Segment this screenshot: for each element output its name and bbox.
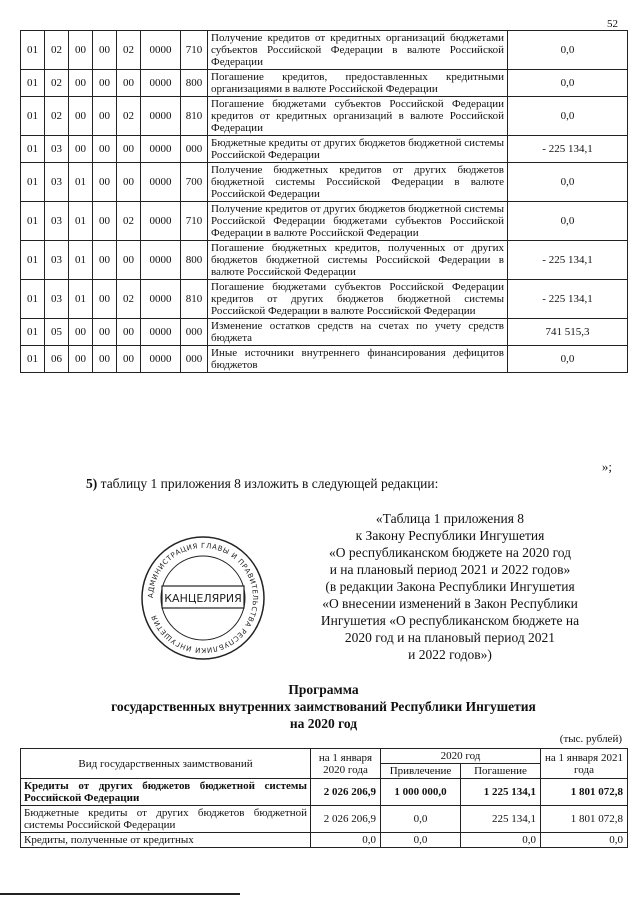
code-cell: 02 (45, 70, 69, 97)
description-cell: Погашение бюджетами субъектов Российской Федерации кредитов от других бюджетов бюджетной системы Российской Федерации в валюте Российской Федерации (208, 280, 508, 319)
footer-rule (0, 893, 240, 895)
code-cell: 710 (181, 31, 208, 70)
title-line: государственных внутренних заимствований Республики Ингушетия (111, 699, 536, 714)
code-cell: 01 (69, 163, 93, 202)
code-cell: 0000 (141, 31, 181, 70)
description-cell: Получение кредитов от кредитных организаций бюджетами субъектов Российской Федерации в валюте Российской Федерации (208, 31, 508, 70)
value-cell: 0,0 (508, 97, 628, 136)
header-line: «Таблица 1 приложения 8 (375, 511, 525, 526)
code-cell: 01 (21, 241, 45, 280)
value-cell: - 225 134,1 (508, 136, 628, 163)
code-cell: 01 (69, 241, 93, 280)
code-cell: 05 (45, 319, 69, 346)
code-cell: 700 (181, 163, 208, 202)
item-number: 5) (86, 476, 98, 491)
header-line: «О республиканском бюджете на 2020 год (328, 545, 572, 560)
code-cell: 00 (93, 241, 117, 280)
description-cell: Бюджетные кредиты от других бюджетов бюджетной системы Российской Федерации (208, 136, 508, 163)
amendment-item (86, 476, 438, 492)
table-row (21, 779, 628, 806)
code-cell: 00 (117, 319, 141, 346)
code-cell: 00 (93, 319, 117, 346)
code-cell: 01 (21, 31, 45, 70)
code-cell: 00 (93, 163, 117, 202)
jan2021-cell: 1 801 072,8 (541, 806, 628, 833)
code-cell: 0000 (141, 97, 181, 136)
code-cell: 02 (117, 202, 141, 241)
code-cell: 01 (69, 202, 93, 241)
code-cell: 000 (181, 136, 208, 163)
code-cell: 01 (21, 280, 45, 319)
table-header-block (280, 510, 620, 663)
table-row (21, 31, 628, 70)
table-row (21, 241, 628, 280)
code-cell: 00 (69, 319, 93, 346)
description-cell: Кредиты, полученные от кредитных (21, 833, 311, 848)
code-cell: 00 (117, 241, 141, 280)
table-row (21, 70, 628, 97)
code-cell: 0000 (141, 346, 181, 373)
code-cell: 710 (181, 202, 208, 241)
sources-table (20, 30, 628, 373)
header-line: к Закону Республики Ингушетия (355, 528, 545, 543)
description-cell: Получение бюджетных кредитов от других бюджетов бюджетной системы Российской Федерации в валюте Российской Федерации (208, 163, 508, 202)
table-row (21, 346, 628, 373)
code-cell: 00 (93, 136, 117, 163)
code-cell: 000 (181, 346, 208, 373)
code-cell: 00 (69, 31, 93, 70)
repayment-cell: 225 134,1 (461, 806, 541, 833)
code-cell: 00 (69, 346, 93, 373)
code-cell: 01 (21, 97, 45, 136)
title-line: Программа (288, 682, 359, 697)
code-cell: 00 (93, 70, 117, 97)
jan2020-cell: 0,0 (311, 833, 381, 848)
code-cell: 0000 (141, 241, 181, 280)
borrowing-cell: 1 000 000,0 (381, 779, 461, 806)
value-cell: 741 515,3 (508, 319, 628, 346)
jan2020-cell: 2 026 206,9 (311, 779, 381, 806)
office-stamp (138, 533, 268, 663)
code-cell: 00 (93, 97, 117, 136)
page-number: 52 (607, 18, 618, 30)
units-label: (тыс. рублей) (559, 733, 622, 745)
code-cell: 0000 (141, 70, 181, 97)
repayment-cell: 1 225 134,1 (461, 779, 541, 806)
description-cell: Изменение остатков средств на счетах по учету средств бюджета (208, 319, 508, 346)
table-row (21, 806, 628, 833)
code-cell: 0000 (141, 136, 181, 163)
jan2021-cell: 0,0 (541, 833, 628, 848)
code-cell: 00 (117, 136, 141, 163)
code-cell: 00 (69, 70, 93, 97)
description-cell: Погашение бюджетных кредитов, полученных от других бюджетов бюджетной системы Российской Федерации в валюте Российской Федерации (208, 241, 508, 280)
table-row (21, 319, 628, 346)
code-cell: 800 (181, 70, 208, 97)
value-cell: 0,0 (508, 202, 628, 241)
header-jan2020: на 1 января 2020 года (311, 749, 381, 779)
document-title (20, 681, 627, 732)
header-line: Ингушетия «О республиканском бюджете на (320, 613, 580, 628)
code-cell: 01 (21, 70, 45, 97)
table-row (21, 163, 628, 202)
description-cell: Погашение бюджетами субъектов Российской Федерации кредитов от кредитных организаций в валюте Российской Федерации (208, 97, 508, 136)
code-cell: 01 (21, 346, 45, 373)
table-row (21, 202, 628, 241)
borrowing-program-table (20, 748, 628, 848)
header-repayment: Погашение (461, 764, 541, 779)
code-cell: 00 (93, 31, 117, 70)
code-cell: 02 (45, 97, 69, 136)
table-row (21, 97, 628, 136)
code-cell: 02 (117, 97, 141, 136)
code-cell: 00 (93, 202, 117, 241)
table-row (21, 833, 628, 848)
code-cell: 810 (181, 280, 208, 319)
code-cell: 0000 (141, 280, 181, 319)
description-cell: Кредиты от других бюджетов бюджетной системы Российской Федерации (21, 779, 311, 806)
value-cell: 0,0 (508, 346, 628, 373)
code-cell: 00 (93, 346, 117, 373)
borrowing-cell: 0,0 (381, 806, 461, 833)
description-cell: Погашение кредитов, предоставленных кредитными организациями в валюте Российской Федерации (208, 70, 508, 97)
code-cell: 810 (181, 97, 208, 136)
code-cell: 06 (45, 346, 69, 373)
header-line: «О внесении изменений в Закон Республики (322, 596, 578, 611)
closing-quote: »; (601, 459, 612, 474)
header-year2020: 2020 год (381, 749, 541, 764)
table-row (21, 136, 628, 163)
code-cell: 02 (117, 31, 141, 70)
value-cell: - 225 134,1 (508, 241, 628, 280)
jan2021-cell: 1 801 072,8 (541, 779, 628, 806)
code-cell: 01 (69, 280, 93, 319)
code-cell: 01 (21, 163, 45, 202)
value-cell: 0,0 (508, 70, 628, 97)
code-cell: 0000 (141, 202, 181, 241)
code-cell: 0000 (141, 319, 181, 346)
value-cell: 0,0 (508, 31, 628, 70)
header-line: 2020 год и на плановый период 2021 (344, 630, 556, 645)
header-line: и на плановый период 2021 и 2022 годов» (329, 562, 571, 577)
header-kind: Вид государственных заимствований (21, 749, 311, 779)
header-line: (в редакции Закона Республики Ингушетия (325, 579, 575, 594)
header-borrowing: Привлечение (381, 764, 461, 779)
code-cell: 00 (117, 346, 141, 373)
jan2020-cell: 2 026 206,9 (311, 806, 381, 833)
description-cell: Получение кредитов от других бюджетов бюджетной системы Российской Федерации бюджетами субъектов Российской Федерации в валюте Российской Федерации (208, 202, 508, 241)
repayment-cell: 0,0 (461, 833, 541, 848)
description-cell: Бюджетные кредиты от других бюджетов бюджетной системы Российской Федерации (21, 806, 311, 833)
code-cell: 01 (21, 319, 45, 346)
title-line: на 2020 год (289, 716, 358, 731)
code-cell: 03 (45, 202, 69, 241)
code-cell: 00 (117, 163, 141, 202)
value-cell: 0,0 (508, 163, 628, 202)
code-cell: 03 (45, 280, 69, 319)
code-cell: 00 (69, 136, 93, 163)
code-cell: 00 (69, 97, 93, 136)
code-cell: 000 (181, 319, 208, 346)
header-line: и 2022 годов») (408, 647, 492, 662)
header-jan2021: на 1 января 2021 года (541, 749, 628, 779)
code-cell: 02 (45, 31, 69, 70)
value-cell: - 225 134,1 (508, 280, 628, 319)
table-row (21, 280, 628, 319)
code-cell: 03 (45, 163, 69, 202)
stamp-center-text: КАНЦЕЛЯРИЯ (164, 592, 242, 605)
code-cell: 01 (21, 136, 45, 163)
code-cell: 03 (45, 241, 69, 280)
code-cell: 03 (45, 136, 69, 163)
code-cell: 00 (93, 280, 117, 319)
code-cell: 0000 (141, 163, 181, 202)
code-cell: 00 (117, 70, 141, 97)
description-cell: Иные источники внутреннего финансирования дефицитов бюджетов (208, 346, 508, 373)
code-cell: 02 (117, 280, 141, 319)
code-cell: 800 (181, 241, 208, 280)
borrowing-cell: 0,0 (381, 833, 461, 848)
item-text: таблицу 1 приложения 8 изложить в следующей редакции: (100, 476, 439, 491)
stamp-ring-text: АДМИНИСТРАЦИЯ ГЛАВЫ И ПРАВИТЕЛЬСТВА РЕСПУБЛИКИ ИНГУШЕТИЯ (146, 541, 260, 655)
code-cell: 01 (21, 202, 45, 241)
